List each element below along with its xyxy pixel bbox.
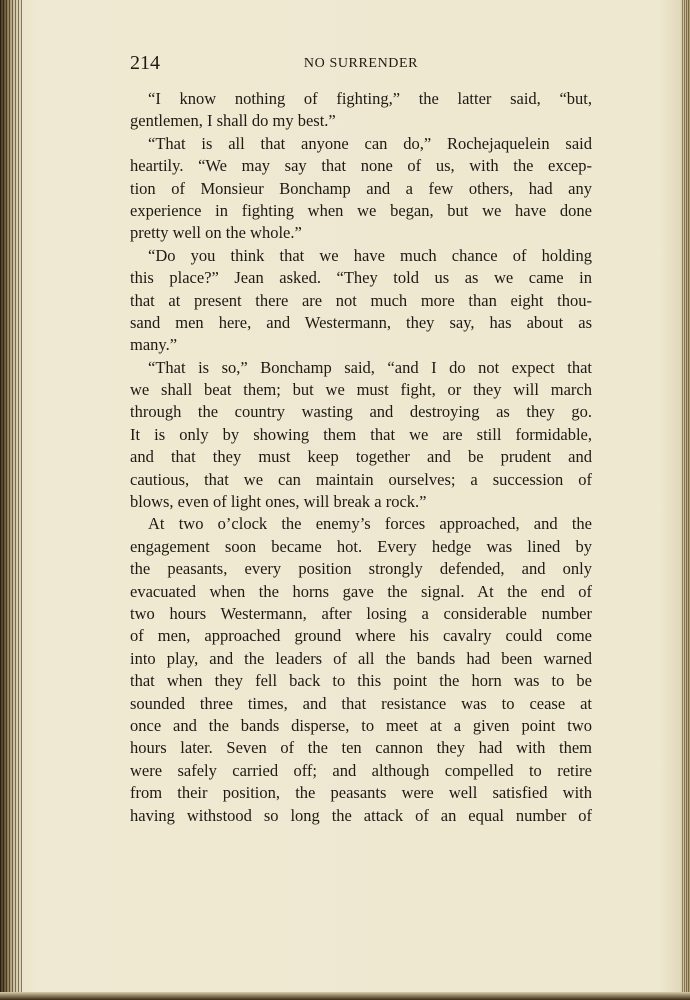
text-line: having withstood so long the attack of an equal number of [130,805,592,825]
text-line: once and the bands disperse, to meet at a given point two [130,715,592,735]
text-line: cautious, that we can maintain ourselves; a succession of [130,469,592,489]
text-line: sounded three times, and that resistance was to cease at [130,693,592,713]
page-right-edge [682,0,690,1000]
text-line: “I know nothing of fighting,” the latter said, “but, [148,89,592,108]
text-line: evacuated when the horns gave the signal. At the end of [130,581,592,601]
body-text [130,88,592,827]
page-binding-edge [0,0,22,1000]
text-line: two hours Westermann, after losing a considerable number [130,603,592,623]
text-line: “That is so,” Bonchamp said, “and I do not expect that [148,357,592,377]
text-line: that at present there are not much more than eight thou- [130,290,592,310]
text-line: tion of Monsieur Bonchamp and a few others, had any [130,178,592,198]
text-line: blows, even of light ones, will break a rock.” [130,492,427,512]
text-line: pretty well on the whole.” [130,223,302,243]
text-line: were safely carried off; and although compelled to retire [130,760,592,780]
text-line: experience in fighting when we began, but we have done [130,200,592,220]
text-line: of men, approached ground where his cavalry could come [130,626,592,646]
text-line: and that they must keep together and be prudent and [130,447,592,467]
text-line: hours later. Seven of the ten cannon they had with them [130,738,592,758]
page-header [130,52,592,76]
text-line: from their position, the peasants were well satisfied with [130,783,592,803]
text-line: many.” [130,335,178,355]
running-title: NO SURRENDER [303,56,419,71]
text-line: into play, and the leaders of all the bands had been warned [130,648,592,668]
text-line: the peasants, every position strongly defended, and only [130,559,592,579]
text-line: sand men here, and Westermann, they say, has about as [130,312,592,332]
text-line: we shall beat them; but we must fight, or they will march [130,380,592,400]
text-line: engagement soon became hot. Every hedge was lined by [130,536,592,556]
text-line: At two o’clock the enemy’s forces approached, and the [148,514,592,534]
text-line: “That is all that anyone can do,” Rochejaquelein said [148,133,592,153]
text-line: It is only by showing them that we are still formidable, [130,424,592,444]
text-line: heartily. “We may say that none of us, with the excep- [130,156,592,176]
text-line: this place?” Jean asked. “They told us as we came in [130,268,592,288]
text-line: “Do you think that we have much chance of holding [148,245,592,265]
text-line: through the country wasting and destroying as they go. [130,402,592,422]
text-line: gentlemen, I shall do my best.” [130,111,336,131]
page-bottom-edge [0,992,690,1000]
page-number: 214 [130,52,160,74]
text-line: that when they fell back to this point the horn was to be [130,671,592,691]
